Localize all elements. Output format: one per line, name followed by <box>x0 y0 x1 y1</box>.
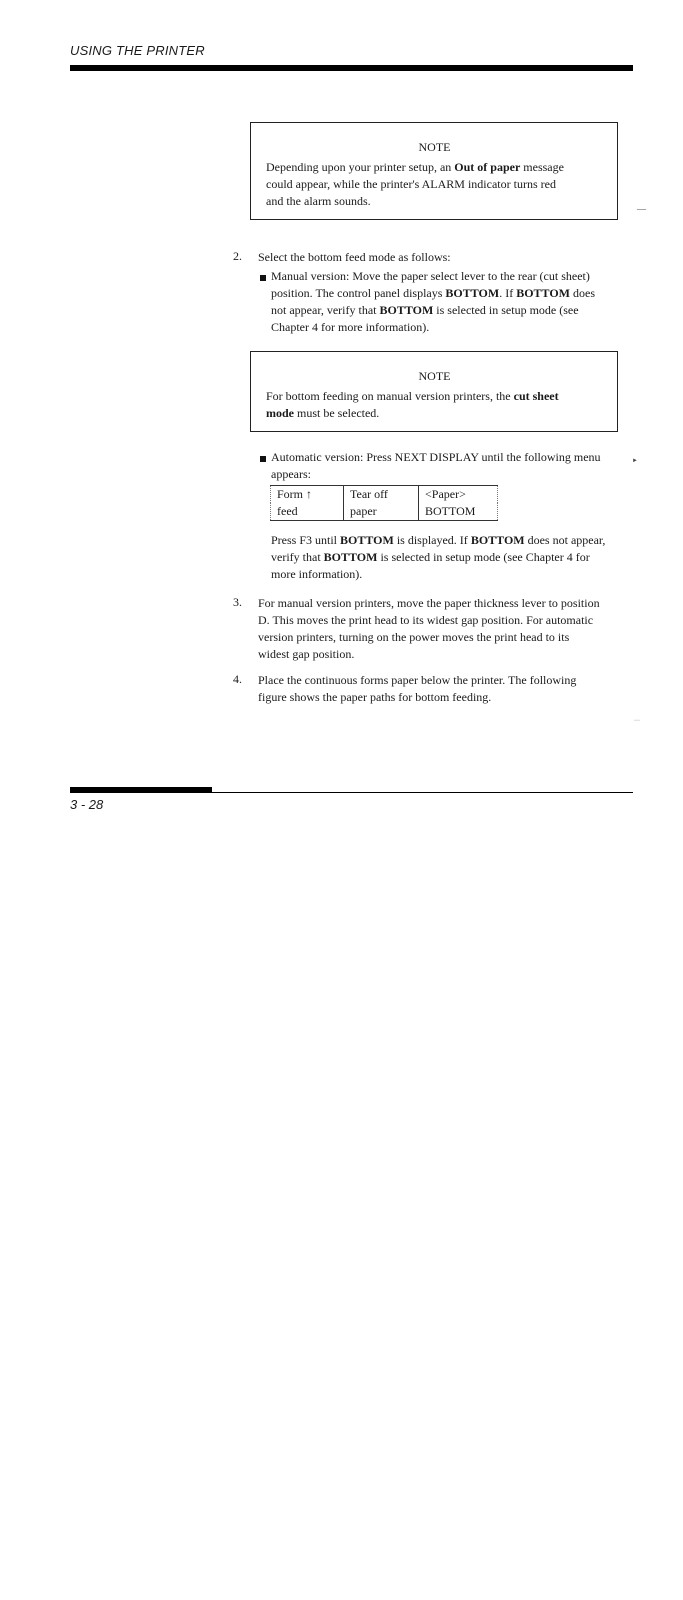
menu-cell-tear-off: Tear off <box>344 486 419 504</box>
note-line-1 <box>266 159 603 176</box>
note-line-2: could appear, while the printer's ALARM indicator turns red <box>266 177 556 191</box>
step-number-4: 4. <box>233 672 242 686</box>
text: does <box>570 286 596 300</box>
note-emphasis: mode <box>266 406 294 420</box>
emphasis: BOTTOM <box>323 550 378 564</box>
scan-mark: ► <box>632 458 638 464</box>
press-f3-paragraph <box>271 532 636 583</box>
text-line: D. This moves the print head to its widest gap position. For automatic <box>258 613 594 627</box>
text-line <box>271 532 636 549</box>
scan-mark: — <box>637 204 646 214</box>
step-3-paragraph <box>258 595 638 663</box>
text-line <box>271 285 631 302</box>
text-line: Place the continuous forms paper below the printer. The following <box>258 673 577 687</box>
page-number: 3 - 28 <box>70 797 104 812</box>
step-4-paragraph <box>258 672 638 706</box>
emphasis: BOTTOM <box>516 286 571 300</box>
text-line <box>271 549 636 566</box>
menu-cell-paper-label: paper <box>344 503 419 521</box>
menu-cell-bottom: BOTTOM <box>419 503 498 521</box>
text: Press F3 until <box>271 533 341 547</box>
text-line: version printers, turning on the power moves the print head to its <box>258 630 570 644</box>
text-line: Manual version: Move the paper select lever to the rear (cut sheet) <box>271 269 590 283</box>
text: . If <box>499 286 517 300</box>
note-text: message <box>520 160 564 174</box>
menu-cell-paper: <Paper> <box>419 486 498 504</box>
bullet-icon <box>260 275 266 281</box>
note-heading: NOTE <box>418 140 451 154</box>
bullet-icon <box>260 456 266 462</box>
scan-mark: ··· <box>634 718 640 724</box>
text-line: Chapter 4 for more information). <box>271 320 430 334</box>
text: does not appear, <box>524 533 606 547</box>
step-2-intro: Select the bottom feed mode as follows: <box>258 250 451 264</box>
text-line: For manual version printers, move the paper thickness lever to position <box>258 596 600 610</box>
text: position. The control panel displays <box>271 286 446 300</box>
text: not appear, verify that <box>271 303 380 317</box>
emphasis: BOTTOM <box>379 303 434 317</box>
text: is selected in setup mode (see Chapter 4 for <box>377 550 590 564</box>
step-number-2: 2. <box>233 249 242 263</box>
note-emphasis: Out of paper <box>454 160 521 174</box>
menu-cell-form: Form ↑ <box>271 486 344 504</box>
text-line <box>271 302 631 319</box>
menu-cell-feed: feed <box>271 503 344 521</box>
note-line-3: and the alarm sounds. <box>266 194 371 208</box>
text-line: widest gap position. <box>258 647 355 661</box>
control-panel-menu <box>270 485 498 521</box>
note-text: For bottom feeding on manual version printers, the <box>266 389 514 403</box>
text: is selected in setup mode (see <box>433 303 579 317</box>
text-line: Automatic version: Press NEXT DISPLAY until the following menu <box>271 450 601 464</box>
footer-rule <box>70 792 633 793</box>
emphasis: BOTTOM <box>445 286 500 300</box>
text-line: figure shows the paper paths for bottom feeding. <box>258 690 492 704</box>
note-line-2 <box>266 405 603 422</box>
note-heading: NOTE <box>418 369 451 383</box>
emphasis: BOTTOM <box>470 533 525 547</box>
step-number-3: 3. <box>233 595 242 609</box>
automatic-version-paragraph <box>271 449 631 483</box>
note-emphasis: cut sheet <box>513 389 559 403</box>
note-text: Depending upon your printer setup, an <box>266 160 455 174</box>
note-box-out-of-paper <box>250 122 618 220</box>
text: is displayed. If <box>393 533 471 547</box>
emphasis: BOTTOM <box>340 533 394 547</box>
running-header: USING THE PRINTER <box>70 43 205 58</box>
text-line: appears: <box>271 467 311 481</box>
manual-version-paragraph <box>271 268 631 336</box>
text: verify that <box>271 550 324 564</box>
text-line: more information). <box>271 567 363 581</box>
header-rule <box>70 65 633 71</box>
note-box-cut-sheet <box>250 351 618 432</box>
note-line-1 <box>266 388 603 405</box>
note-text: must be selected. <box>294 406 380 420</box>
